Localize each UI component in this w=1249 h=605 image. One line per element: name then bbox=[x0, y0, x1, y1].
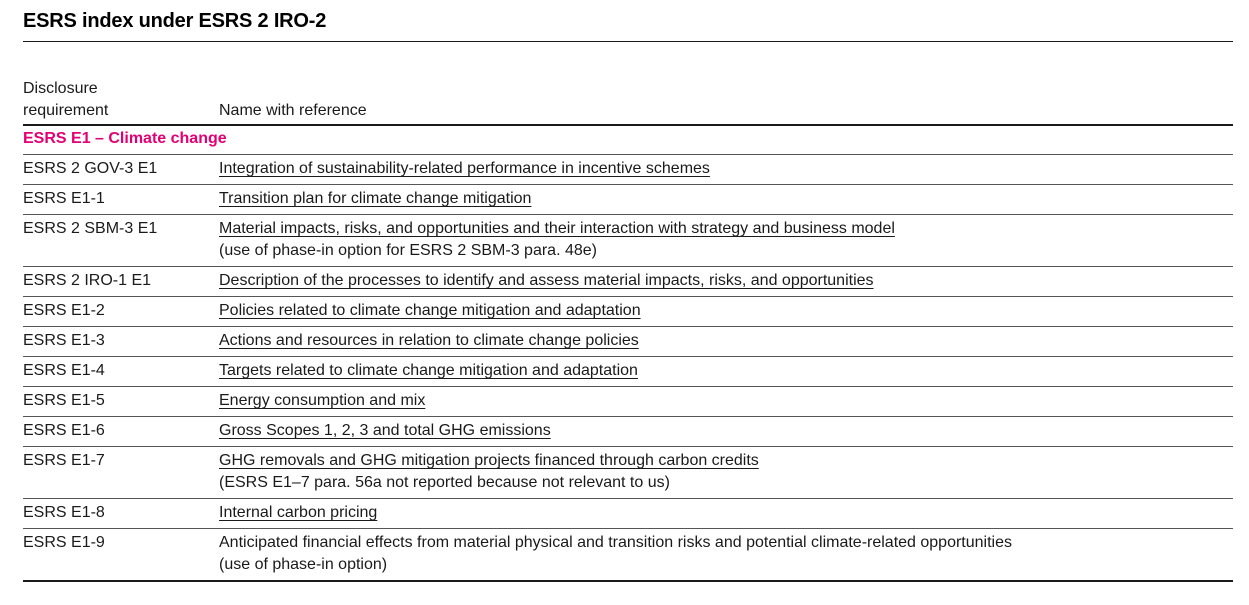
disclosure-link[interactable]: Description of the processes to identify and assess material impacts, risks, and opportunities bbox=[219, 272, 874, 289]
section-label: ESRS E1 – Climate change bbox=[23, 125, 1233, 155]
disclosure-code: ESRS E1-7 bbox=[23, 447, 219, 499]
table-row bbox=[23, 499, 1233, 529]
disclosure-note: (use of phase-in option for ESRS 2 SBM-3 para. 48e) bbox=[219, 242, 597, 259]
table-row bbox=[23, 155, 1233, 185]
section-row bbox=[23, 125, 1233, 155]
table-row bbox=[23, 215, 1233, 267]
disclosure-name-cell bbox=[219, 297, 1233, 327]
disclosure-name-cell bbox=[219, 185, 1233, 215]
disclosure-name-cell bbox=[219, 529, 1233, 582]
table-row bbox=[23, 267, 1233, 297]
table-row bbox=[23, 297, 1233, 327]
table-body bbox=[23, 125, 1233, 581]
table-row bbox=[23, 447, 1233, 499]
disclosure-code: ESRS E1-1 bbox=[23, 185, 219, 215]
table-row bbox=[23, 185, 1233, 215]
disclosure-link[interactable]: Targets related to climate change mitigation and adaptation bbox=[219, 362, 638, 379]
table-row bbox=[23, 327, 1233, 357]
disclosure-code: ESRS E1-8 bbox=[23, 499, 219, 529]
table-row bbox=[23, 357, 1233, 387]
disclosure-link[interactable]: Gross Scopes 1, 2, 3 and total GHG emissions bbox=[219, 422, 551, 439]
table-row bbox=[23, 417, 1233, 447]
table-row bbox=[23, 529, 1233, 582]
disclosure-link[interactable]: Actions and resources in relation to climate change policies bbox=[219, 332, 639, 349]
disclosure-name-cell bbox=[219, 447, 1233, 499]
disclosure-link[interactable]: Policies related to climate change mitigation and adaptation bbox=[219, 302, 641, 319]
disclosure-code: ESRS E1-9 bbox=[23, 529, 219, 582]
disclosure-code: ESRS E1-4 bbox=[23, 357, 219, 387]
disclosure-code: ESRS E1-3 bbox=[23, 327, 219, 357]
disclosure-name: Anticipated financial effects from material physical and transition risks and potential climate-related opportunities bbox=[219, 534, 1012, 551]
page-title: ESRS index under ESRS 2 IRO-2 bbox=[23, 10, 327, 32]
disclosure-name-cell bbox=[219, 417, 1233, 447]
disclosure-name-cell bbox=[219, 499, 1233, 529]
disclosure-name-cell bbox=[219, 327, 1233, 357]
disclosure-note: (use of phase-in option) bbox=[219, 556, 388, 573]
disclosure-note: (ESRS E1–7 para. 56a not reported because not relevant to us) bbox=[219, 474, 670, 491]
column-header-requirement: Disclosure requirement bbox=[23, 78, 219, 125]
disclosure-link[interactable]: Transition plan for climate change mitigation bbox=[219, 190, 532, 207]
disclosure-code: ESRS 2 IRO-1 E1 bbox=[23, 267, 219, 297]
disclosure-code: ESRS E1-5 bbox=[23, 387, 219, 417]
disclosure-code: ESRS 2 SBM-3 E1 bbox=[23, 215, 219, 267]
disclosure-name-cell bbox=[219, 215, 1233, 267]
disclosure-code: ESRS E1-6 bbox=[23, 417, 219, 447]
table-row bbox=[23, 387, 1233, 417]
disclosure-name-cell bbox=[219, 267, 1233, 297]
title-divider bbox=[23, 41, 1233, 42]
disclosure-link[interactable]: Energy consumption and mix bbox=[219, 392, 426, 409]
disclosure-name-cell bbox=[219, 387, 1233, 417]
disclosure-name-cell bbox=[219, 155, 1233, 185]
esrs-index-table bbox=[23, 78, 1233, 582]
disclosure-code: ESRS E1-2 bbox=[23, 297, 219, 327]
column-header-name: Name with reference bbox=[219, 78, 1233, 125]
disclosure-code: ESRS 2 GOV-3 E1 bbox=[23, 155, 219, 185]
disclosure-link[interactable]: Internal carbon pricing bbox=[219, 504, 378, 521]
disclosure-link[interactable]: Integration of sustainability-related performance in incentive schemes bbox=[219, 160, 710, 177]
disclosure-link[interactable]: Material impacts, risks, and opportunities and their interaction with strategy and business model bbox=[219, 220, 895, 237]
disclosure-name-cell bbox=[219, 357, 1233, 387]
table-header-row bbox=[23, 78, 1233, 125]
disclosure-link[interactable]: GHG removals and GHG mitigation projects financed through carbon credits bbox=[219, 452, 759, 469]
